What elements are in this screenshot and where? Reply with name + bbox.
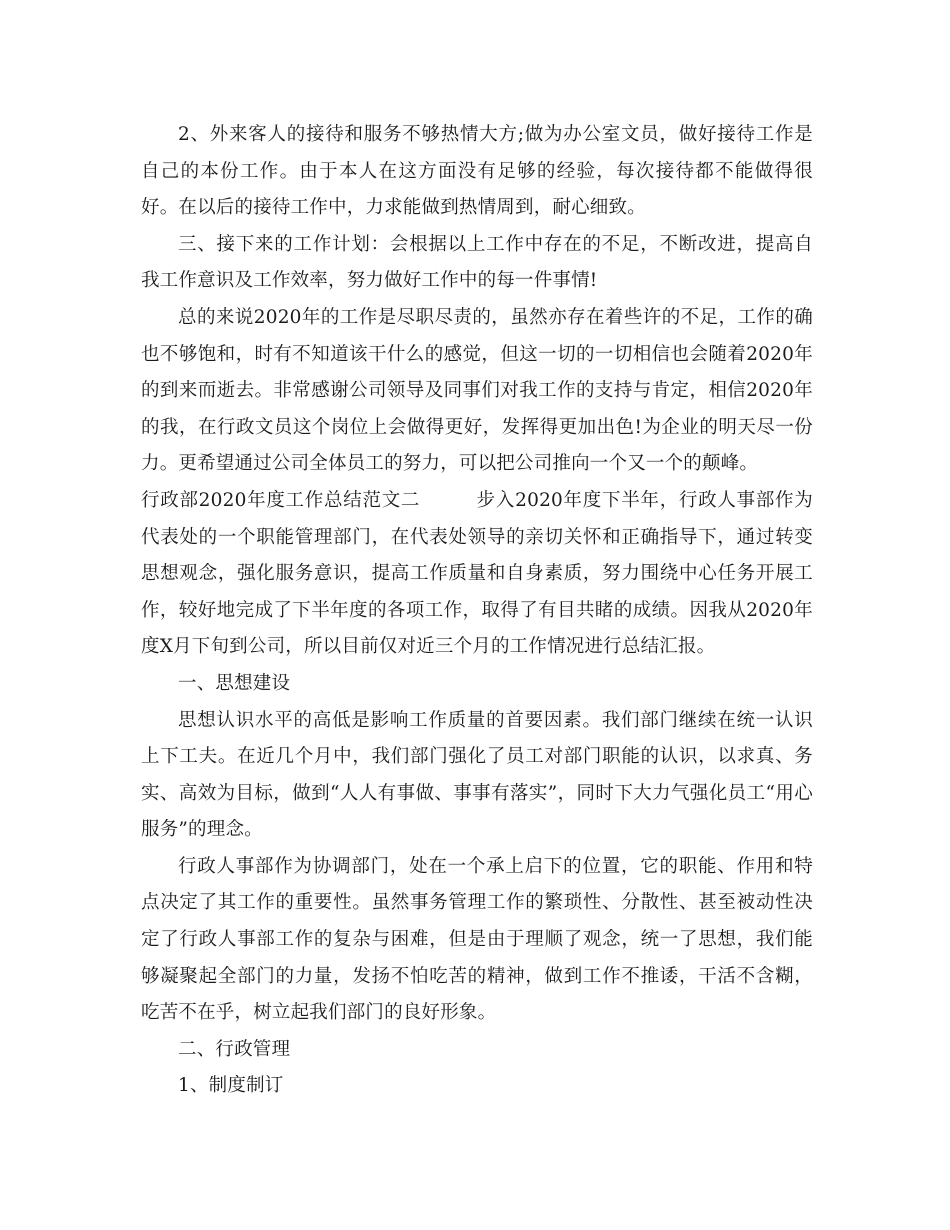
document-body <box>141 117 813 1105</box>
paragraph-ideology: 思想认识水平的高低是影响工作质量的首要因素。我们部门继续在统一认识上下工夫。在近几个月中，我们部门强化了员工对部门职能的认识，以求真、务实、高效为目标，做到“人人有事做、事事有落实”，同时下大力气强化员工“用心服务”的理念。 <box>141 709 813 841</box>
paragraph-summary-2020: 总的来说2020年的工作是尽职尽责的，虽然亦存在着些许的不足，工作的确也不够饱和，时有不知道该干什么的感觉，但这一切的一切相信也会随着2020年的到来而逝去。非常感谢公司领导及同事们对我工作的支持与肯定，相信2020年的我，在行政文员这个岗位上会做得更好，发挥得更加出色!为企业的明天尽一份力。更希望通过公司全体员工的努力，可以把公司推向一个又一个的颠峰。 <box>141 306 813 475</box>
section-title: 行政部2020年度工作总结范文二 <box>141 489 421 511</box>
paragraph-example-two <box>141 483 813 666</box>
paragraph-reception-service: 2、外来客人的接待和服务不够热情大方;做为办公室文员，做好接待工作是自己的本份工作。由于本人在这方面没有足够的经验，每次接待都不能做得很好。在以后的接待工作中，力求能做到热情周到，耐心细致。 <box>141 124 813 219</box>
paragraph-coordination-dept: 行政人事部作为协调部门，处在一个承上启下的位置，它的职能、作用和特点决定了其工作的重要性。虽然事务管理工作的繁琐性、分散性、甚至被动性决定了行政人事部工作的复杂与困难，但是由于理顺了观念，统一了思想，我们能够凝聚起全部门的力量，发扬不怕吃苦的精神，做到工作不推诿，干活不含糊，吃苦不在乎，树立起我们部门的良好形象。 <box>141 855 813 1024</box>
paragraph-work-plan: 三、接下来的工作计划：会根据以上工作中存在的不足，不断改进，提高自我工作意识及工作效率，努力做好工作中的每一件事情! <box>141 233 813 292</box>
heading-administration: 二、行政管理 <box>178 1038 291 1060</box>
heading-rules-making: 1、制度制订 <box>178 1075 284 1097</box>
heading-ideology: 一、思想建设 <box>178 672 291 694</box>
section-intro-text: 步入2020年度下半年，行政人事部作为代表处的一个职能管理部门，在代表处领导的亲切关怀和正确指导下，通过转变思想观念，强化服务意识，提高工作质量和自身素质，努力围绕中心任务开展工作，较好地完成了下半年度的各项工作，取得了有目共睹的成绩。因我从2020年度X月下旬到公司，所以目前仅对近三个月的工作情况进行总结汇报。 <box>141 489 813 658</box>
